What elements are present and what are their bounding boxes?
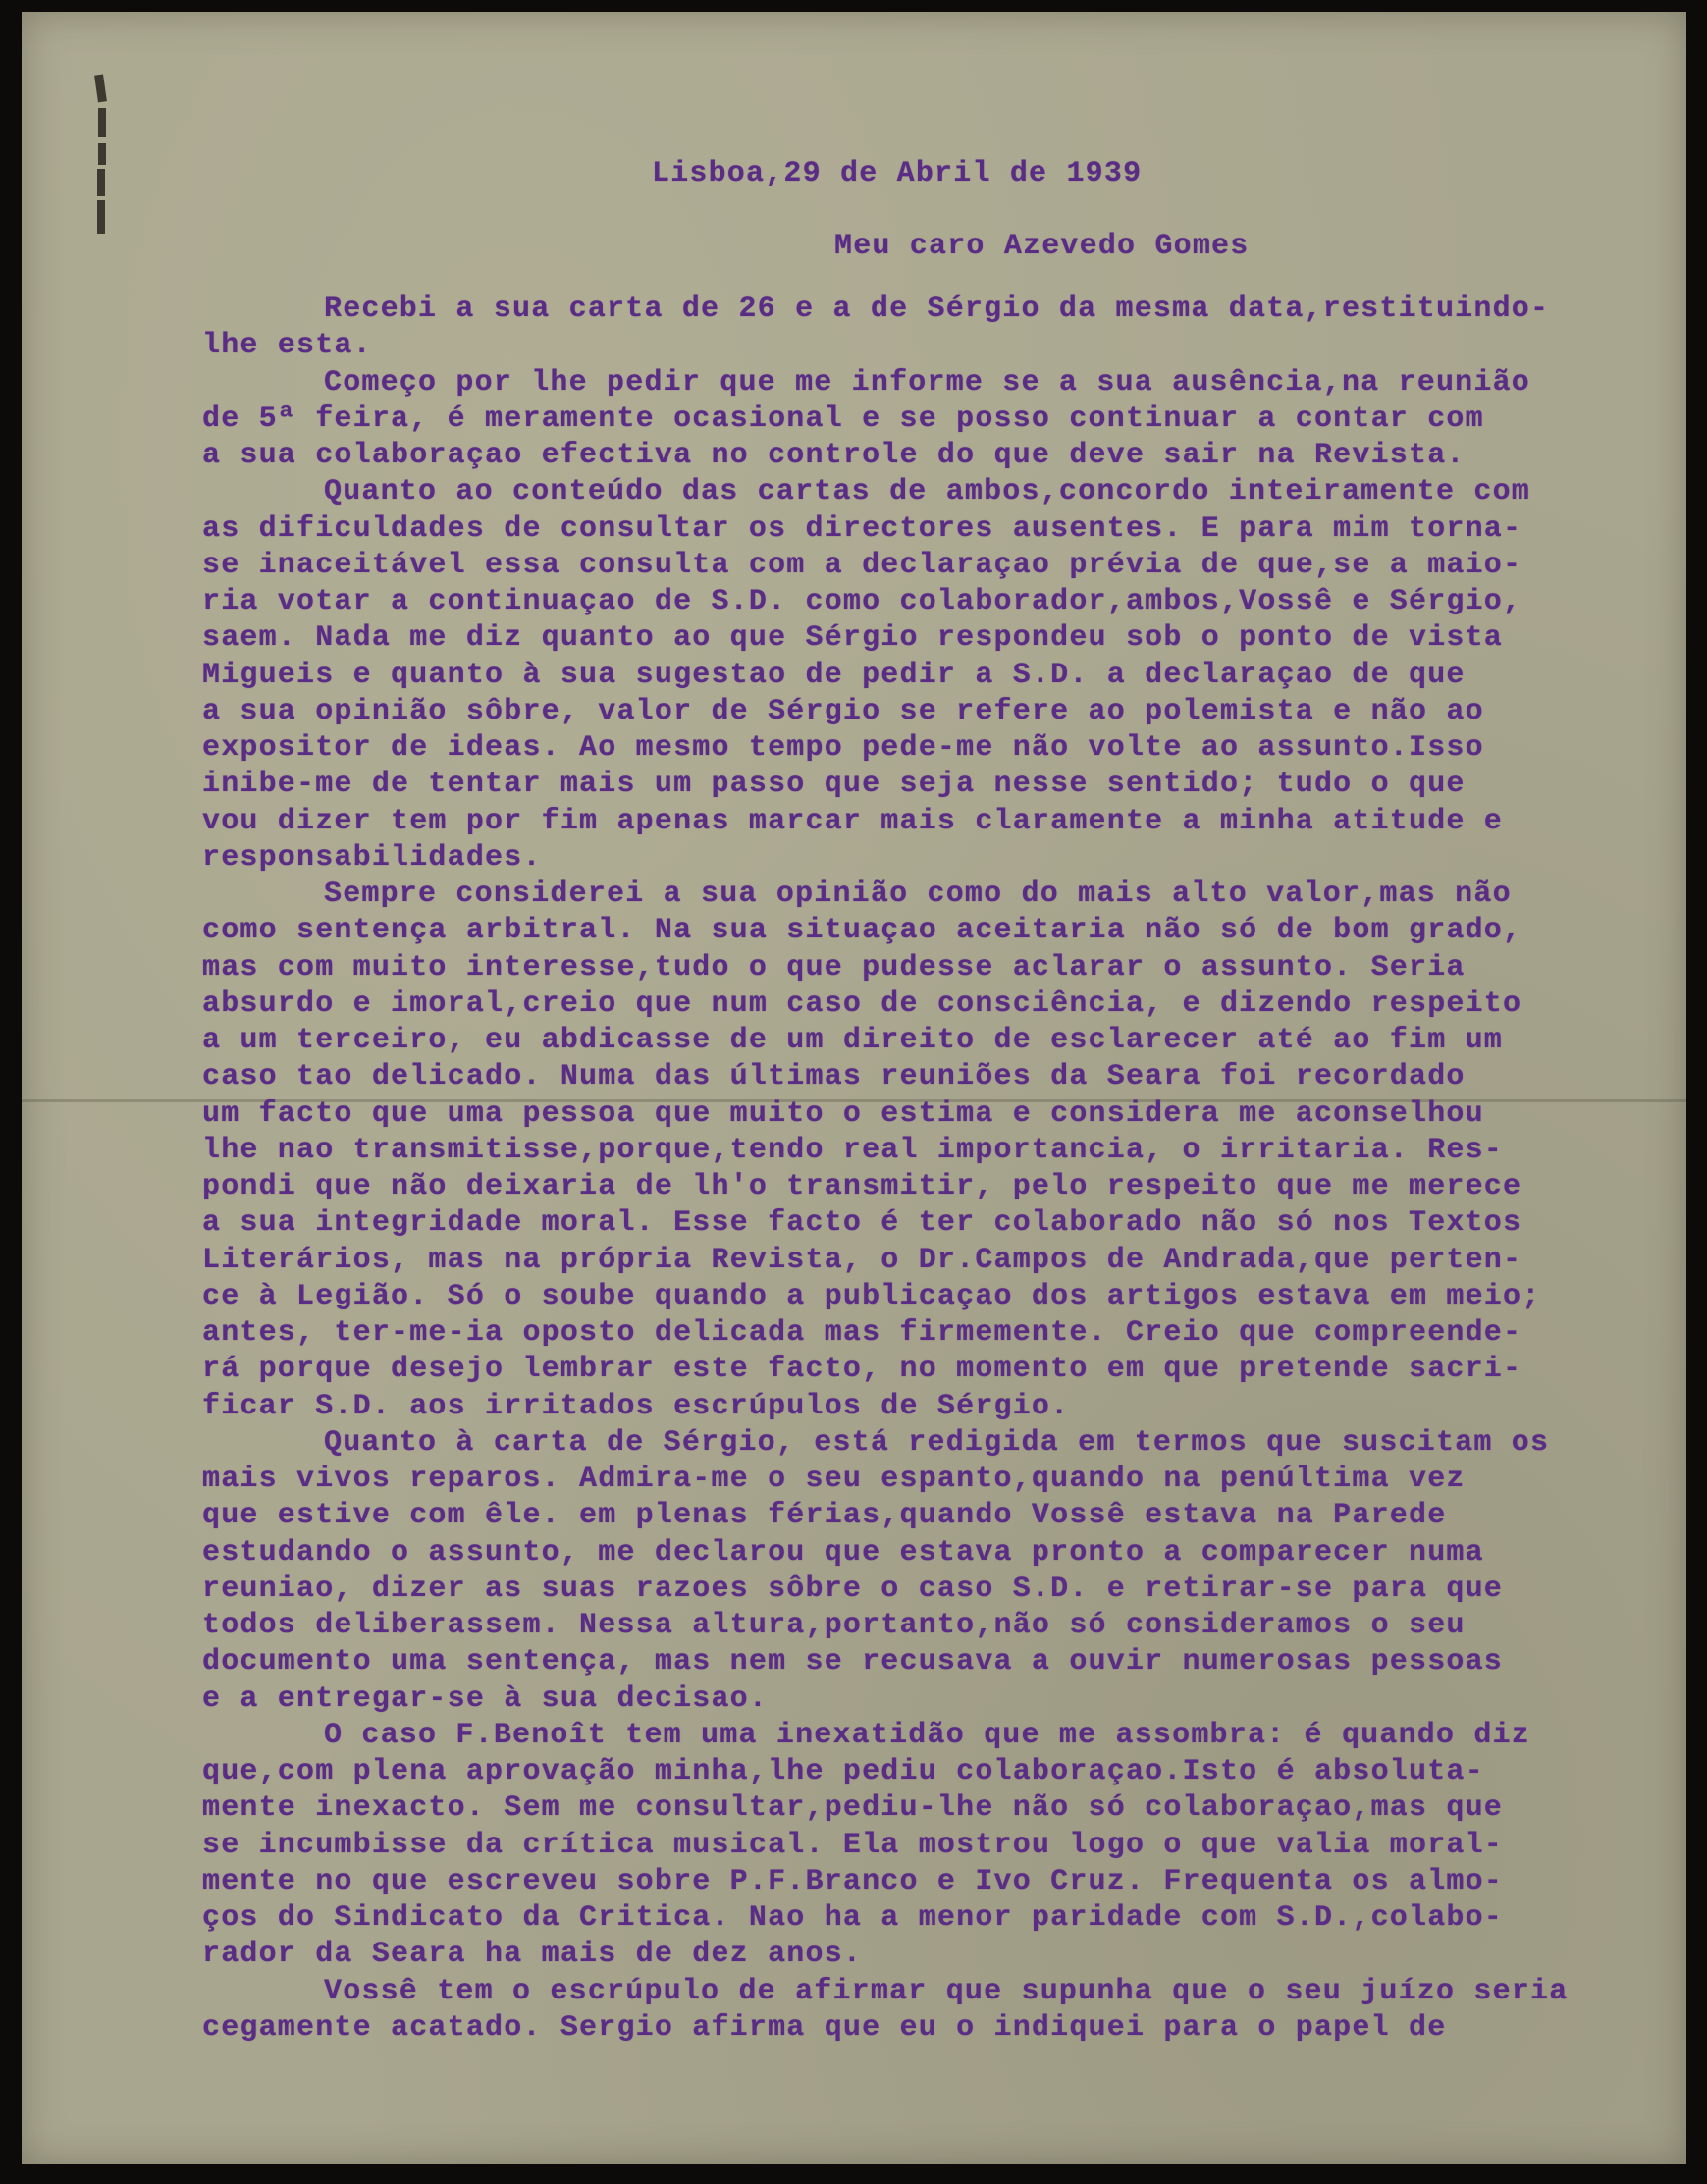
letter-line: que,com plena aprovação minha,lhe pediu colaboraçao.Isto é absoluta- <box>202 1755 1484 1788</box>
letter-line: Literários, mas na própria Revista, o Dr.Campos de Andrada,que perten- <box>202 1243 1522 1277</box>
letter-line: responsabilidades. <box>202 840 542 875</box>
letter-line: Sempre considerei a sua opinião como do mais alto valor,mas não <box>324 878 1512 911</box>
letter-line: que estive com êle. em plenas férias,quando Vossê estava na Parede <box>202 1499 1447 1533</box>
letter-line: Quanto à carta de Sérgio, está redigida em termos que suscitam os <box>324 1425 1550 1460</box>
letter-line: e a entregar-se à sua decisao. <box>202 1681 769 1716</box>
letter-line: expositor de ideas. Ao mesmo tempo pede-me não volte ao assunto.Isso <box>202 731 1484 765</box>
letter-line: se incumbisse da crítica musical. Ela mostrou logo o que valia moral- <box>202 1828 1504 1862</box>
letter-line: se inaceitável essa consulta com a declaraçao prévia de que,se a maio- <box>202 548 1522 582</box>
letter-line: um facto que uma pessoa que muito o estima e considera me aconselhou <box>202 1096 1484 1131</box>
letter-line: pondi que não deixaria de lh'o transmitir, pelo respeito que me merece <box>202 1170 1522 1203</box>
letter-line: reuniao, dizer as suas razoes sôbre o caso S.D. e retirar-se para que <box>202 1571 1504 1606</box>
letter-line: Vossê tem o escrúpulo de afirmar que supunha que o seu juízo seria <box>324 1974 1569 2008</box>
letter-line: lhe nao transmitisse,porque,tendo real importancia, o irritaria. Res- <box>202 1133 1504 1167</box>
letter-line: rá porque desejo lembrar este facto, no momento em que pretende sacri- <box>202 1353 1522 1387</box>
letter-line: a um terceiro, eu abdicasse de um direito de esclarecer até ao fim um <box>202 1024 1504 1057</box>
letter-line: saem. Nada me diz quanto ao que Sérgio respondeu sob o ponto de vista <box>202 621 1504 656</box>
letter-line: ce à Legião. Só o soube quando a publicaçao dos artigos estava em meio; <box>202 1279 1541 1313</box>
letter-line: rador da Seara ha mais de dez anos. <box>202 1938 863 1972</box>
letter-line: as dificuldades de consultar os directores ausentes. E para mim torna- <box>202 511 1522 546</box>
letter-line: ria votar a continuaçao de S.D. como colaborador,ambos,Vossê e Sérgio, <box>202 585 1522 618</box>
letter-line: estudando o assunto, me declarou que estava pronto a comparecer numa <box>202 1535 1484 1570</box>
letter-line: mas com muito interesse,tudo o que pudesse aclarar o assunto. Seria <box>202 950 1466 985</box>
letter-line: mais vivos reparos. Admira-me o seu espanto,quando na penúltima vez <box>202 1463 1466 1496</box>
letter-salutation: Meu caro Azevedo Gomes <box>834 230 1250 263</box>
letter-line: Começo por lhe pedir que me informe se a sua ausência,na reunião <box>324 365 1530 400</box>
letter-line: O caso F.Benoît tem uma inexatidão que me assombra: é quando diz <box>324 1718 1530 1752</box>
letter-sheet <box>22 12 1686 2164</box>
letter-body <box>22 12 1686 2164</box>
letter-line: mente no que escreveu sobre P.F.Branco e Ivo Cruz. Frequenta os almo- <box>202 1864 1504 1898</box>
letter-line: inibe-me de tentar mais um passo que seja nesse sentido; tudo o que <box>202 768 1466 802</box>
letter-line: como sentença arbitral. Na sua situaçao aceitaria não só de bom grado, <box>202 914 1522 948</box>
letter-line: Recebi a sua carta de 26 e a de Sérgio da mesma data,restituindo- <box>324 293 1550 326</box>
letter-line: ficar S.D. aos irritados escrúpulos de Sérgio. <box>202 1389 1070 1423</box>
letter-line: lhe esta. <box>202 329 372 363</box>
letter-line: de 5ª feira, é meramente ocasional e se posso continuar a contar com <box>202 401 1484 436</box>
letter-line: todos deliberassem. Nessa altura,portanto,não só consideramos o seu <box>202 1609 1466 1642</box>
letter-line: Migueis e quanto à sua sugestao de pedir a S.D. a declaraçao de que <box>202 658 1466 692</box>
letter-line: mente inexacto. Sem me consultar,pediu-lhe não só colaboraçao,mas que <box>202 1791 1504 1826</box>
letter-line: a sua opinião sôbre, valor de Sérgio se refere ao polemista e não ao <box>202 694 1484 728</box>
letter-line: vou dizer tem por fim apenas marcar mais claramente a minha atitude e <box>202 804 1504 838</box>
letter-line: documento uma sentença, mas nem se recusava a ouvir numerosas pessoas <box>202 1645 1504 1679</box>
letter-line: a sua integridade moral. Esse facto é ter colaborado não só nos Textos <box>202 1206 1522 1241</box>
letter-line: Quanto ao conteúdo das cartas de ambos,concordo inteiramente com <box>324 475 1530 509</box>
letter-line: caso tao delicado. Numa das últimas reuniões da Seara foi recordado <box>202 1060 1466 1094</box>
letter-line: antes, ter-me-ia oposto delicada mas firmemente. Creio que compreende- <box>202 1316 1522 1350</box>
letter-line: absurdo e imoral,creio que num caso de consciência, e dizendo respeito <box>202 986 1522 1021</box>
letter-date: Lisboa,29 de Abril de 1939 <box>652 157 1143 190</box>
letter-line: ços do Sindicato da Critica. Nao ha a menor paridade com S.D.,colabo- <box>202 1901 1504 1935</box>
letter-line: cegamente acatado. Sergio afirma que eu o indiquei para o papel de <box>202 2010 1447 2045</box>
letter-line: a sua colaboraçao efectiva no controle do que deve sair na Revista. <box>202 439 1466 472</box>
